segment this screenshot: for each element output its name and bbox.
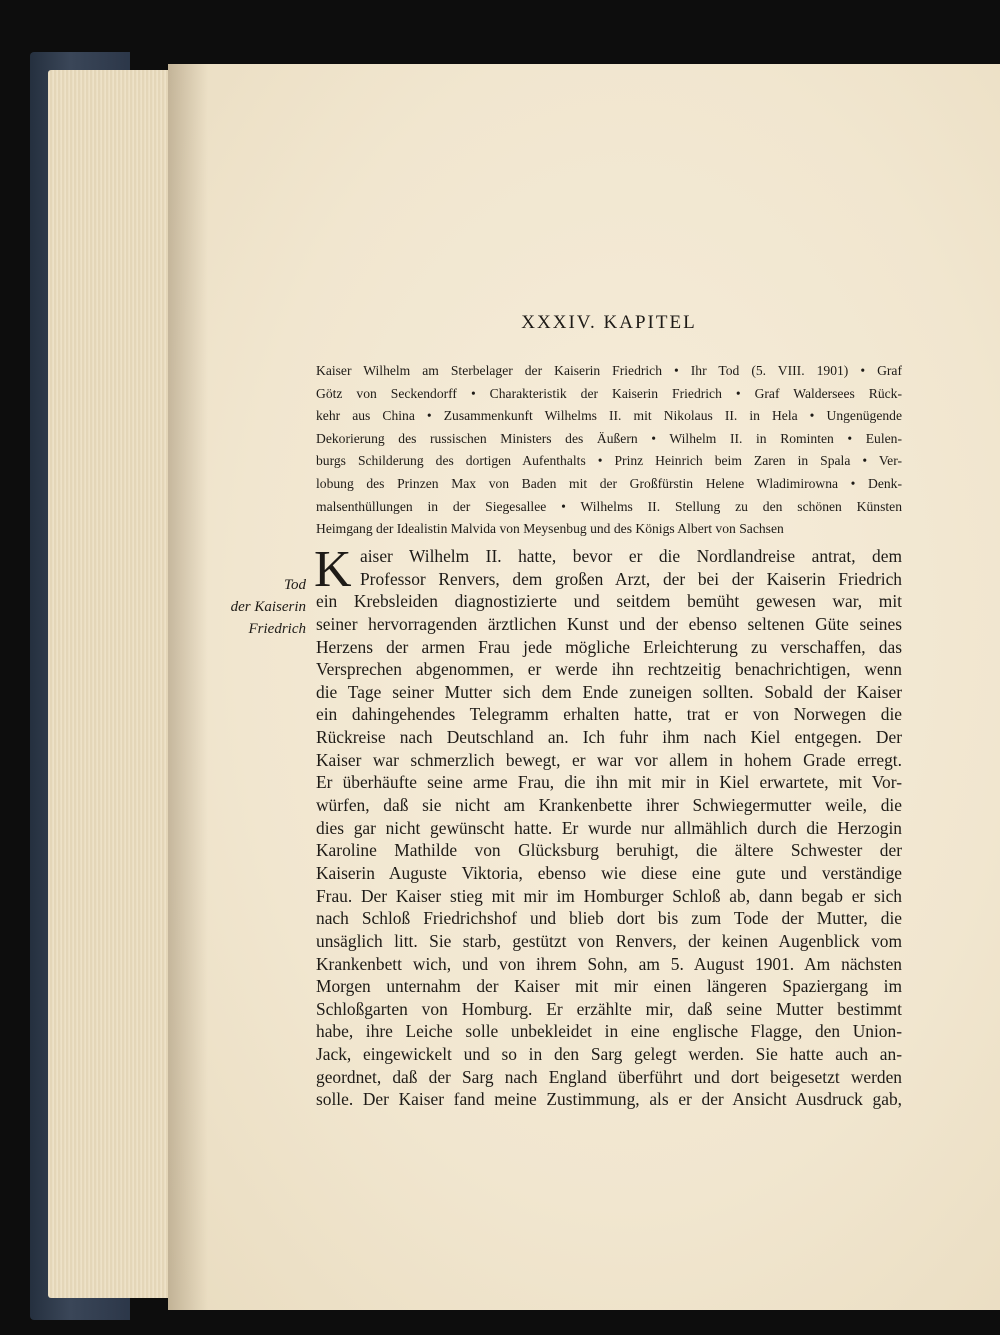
margin-note-line: der Kaiserin xyxy=(230,599,306,615)
gutter-shadow xyxy=(168,64,208,1310)
body-line: nach Schloß Friedrichshof und blieb dort bis zum Tode der Mutter, die xyxy=(316,908,902,929)
body-line: geordnet, daß der Sarg nach England überführt und dort beigesetzt werden xyxy=(316,1066,902,1087)
summary-line: burgs Schilderung des dortigen Aufenthalts • Prinz Heinrich beim Zaren in Spala • Ver- xyxy=(316,453,902,469)
body-line: seiner hervorragenden ärztlichen Kunst und der ebenso seltenen Güte seines xyxy=(316,613,902,634)
body-line: Jack, eingewickelt und so in den Sarg gelegt werden. Sie hatte auch an- xyxy=(316,1044,902,1065)
margin-note-line: Friedrich xyxy=(248,621,306,637)
body-line: ein dahingehendes Telegramm erhalten hatte, trat er von Norwegen die xyxy=(316,704,902,725)
body-line: unsäglich litt. Sie starb, gestützt von Renvers, der keinen Augenblick vom xyxy=(316,930,902,951)
body-line: Krankenbett wich, und von ihrem Sohn, am 5. August 1901. Am nächsten xyxy=(316,953,902,974)
body-text xyxy=(314,541,902,1111)
body-line: Schloßgarten von Homburg. Er erzählte mir, daß seine Mutter bestimmt xyxy=(316,998,902,1019)
body-line: Er überhäufte seine arme Frau, die ihn mit mir in Kiel erwartete, mit Vor- xyxy=(316,772,902,793)
body-line: aiser Wilhelm II. hatte, bevor er die Nordlandreise antrat, dem xyxy=(360,546,902,566)
body-line: habe, ihre Leiche solle unbekleidet in eine englische Flagge, den Union- xyxy=(316,1021,902,1042)
body-line: Professor Renvers, dem großen Arzt, der bei der Kaiserin Friedrich xyxy=(360,568,902,589)
body-line: die Tage seiner Mutter sich dem Ende zuneigen sollten. Sobald der Kaiser xyxy=(316,681,902,702)
body-line: dies gar nicht gewünscht hatte. Er wurde nur allmählich durch die Herzogin xyxy=(316,817,902,838)
body-line: solle. Der Kaiser fand meine Zustimmung, als er der Ansicht Ausdruck gab, xyxy=(316,1089,902,1110)
body-line: Rückreise nach Deutschland an. Ich fuhr ihm nach Kiel entgegen. Der xyxy=(316,727,902,748)
body-line: Frau. Der Kaiser stieg mit mir im Homburger Schloß ab, dann begab er sich xyxy=(316,885,902,906)
chapter-summary xyxy=(316,360,902,541)
summary-line: Kaiser Wilhelm am Sterbelager der Kaiserin Friedrich • Ihr Tod (5. VIII. 1901) • Graf xyxy=(316,363,902,378)
body-line: Morgen unternahm der Kaiser mit mir einen längeren Spaziergang im xyxy=(316,976,902,997)
body-line: Karoline Mathilde von Glücksburg beruhigt, die ältere Schwester der xyxy=(316,840,902,861)
summary-line: Heimgang der Idealistin Malvida von Meysenbug und des Königs Albert von Sachsen xyxy=(316,521,784,537)
body-line: Kaiserin Auguste Viktoria, ebenso wie diese eine gute und verständige xyxy=(316,862,902,883)
chapter-heading: XXXIV. KAPITEL xyxy=(521,312,697,333)
margin-note xyxy=(196,574,306,640)
body-line: würfen, daß sie nicht am Krankenbette ihrer Schwiegermutter weile, die xyxy=(316,795,902,816)
body-line: ein Krebsleiden diagnostizierte und seitdem bemüht gewesen war, mit xyxy=(316,591,902,612)
drop-cap: K xyxy=(314,541,352,598)
summary-line: malsenthüllungen in der Siegesallee • Wilhelms II. Stellung zu den schönen Künsten xyxy=(316,498,902,514)
page-edges xyxy=(48,70,178,1298)
body-line: Herzens der armen Frau jede mögliche Erleichterung zu verschaffen, das xyxy=(316,636,902,657)
summary-line: lobung des Prinzen Max von Baden mit der Großfürstin Helene Wladimirowna • Denk- xyxy=(316,475,902,491)
body-line: Kaiser war schmerzlich bewegt, er war vor allem in hohem Grade erregt. xyxy=(316,749,902,770)
summary-line: Götz von Seckendorff • Charakteristik der Kaiserin Friedrich • Graf Waldersees Rück- xyxy=(316,385,902,401)
body-line: Versprechen abgenommen, er werde ihn rechtzeitig benachrichtigen, wenn xyxy=(316,659,902,680)
margin-note-line: Tod xyxy=(284,577,306,593)
summary-line: Dekorierung des russischen Ministers des Äußern • Wilhelm II. in Rominten • Eulen- xyxy=(316,430,902,446)
summary-line: kehr aus China • Zusammenkunft Wilhelms II. mit Nikolaus II. in Hela • Ungenügende xyxy=(316,408,902,424)
